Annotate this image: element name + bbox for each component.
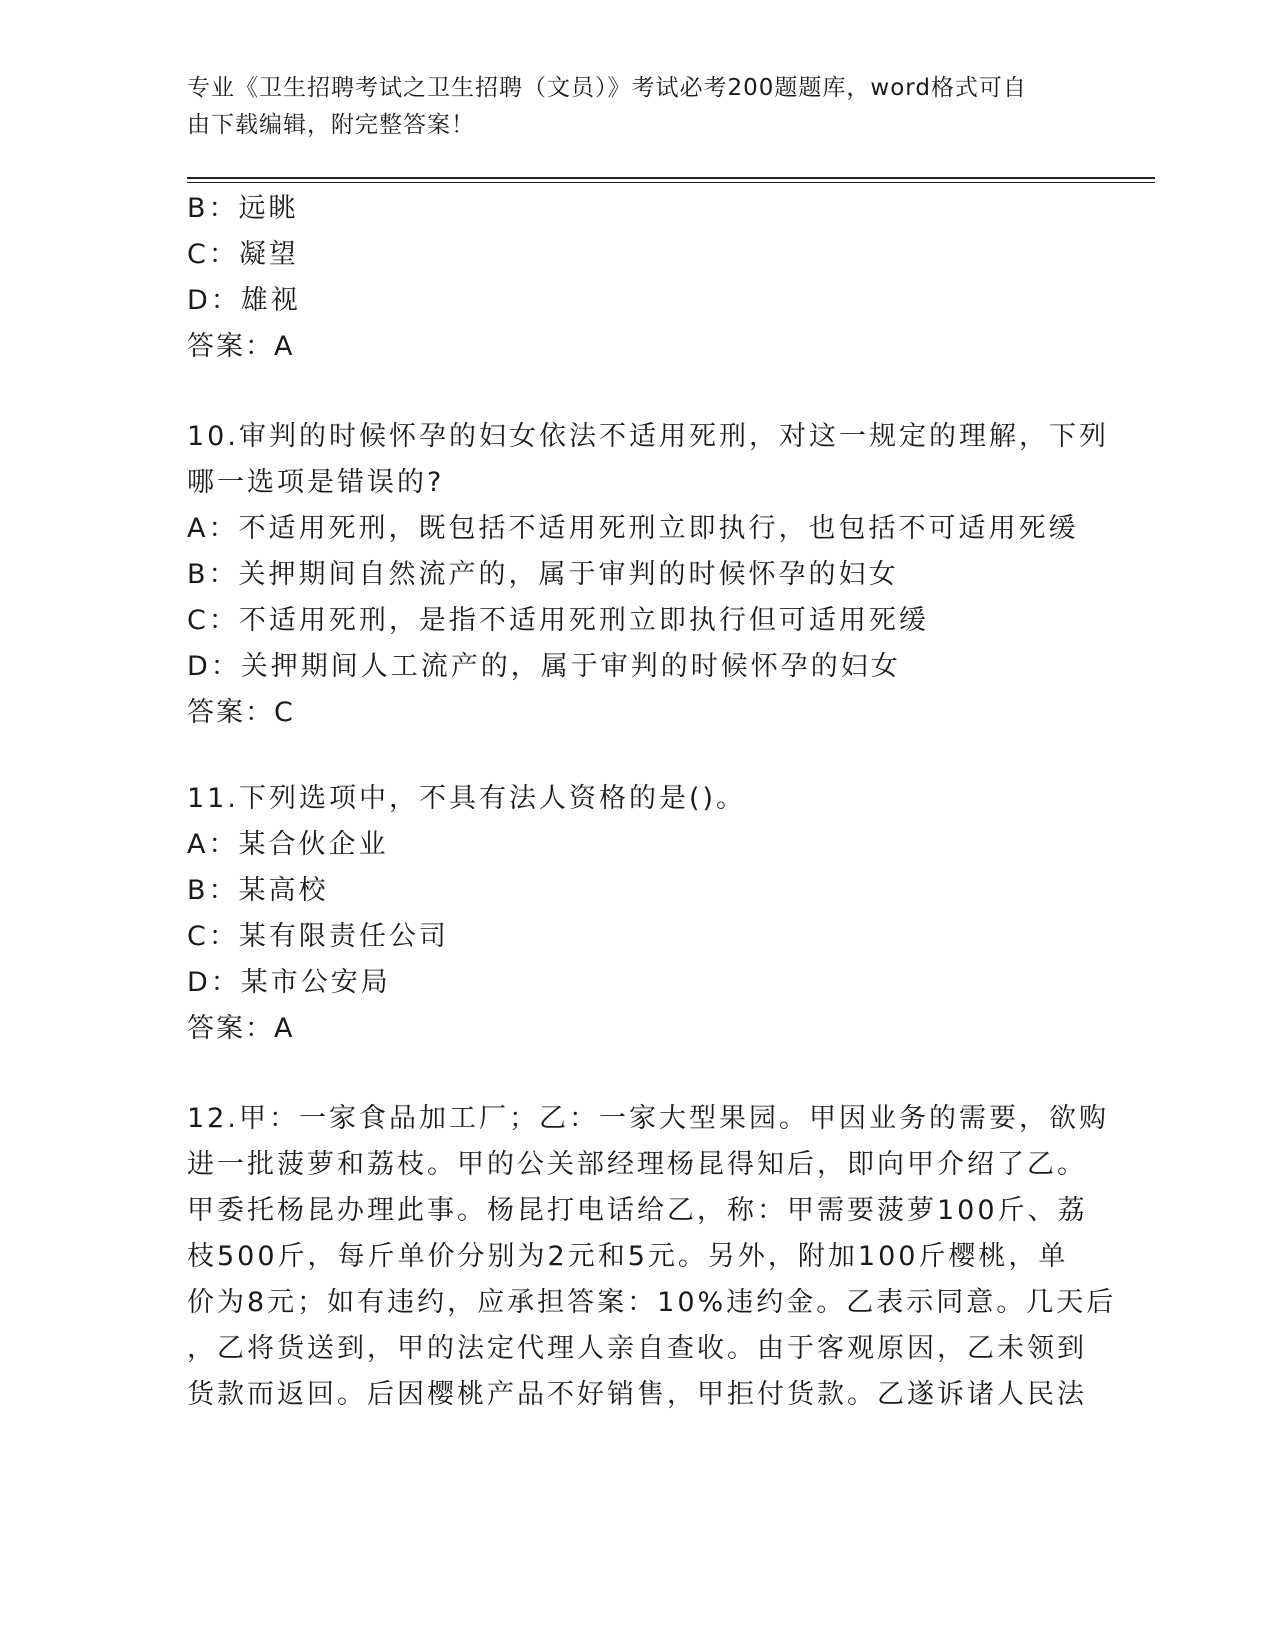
header-line-2: 由下载编辑，附完整答案！	[187, 112, 475, 138]
spacer	[187, 370, 1087, 414]
spacer	[187, 1052, 1087, 1096]
option-d: D：某市公安局	[187, 967, 391, 998]
option-c: C：凝望	[187, 239, 299, 270]
question-stem-line: 货款而返回。后因樱桃产品不好销售，甲拒付货款。乙遂诉诸人民法	[187, 1379, 1087, 1410]
question-stem-line: 12.甲：一家食品加工厂；乙：一家大型果园。甲因业务的需要，欲购	[187, 1103, 1109, 1134]
header-rule-thin	[187, 182, 1155, 183]
option-b: B：某高校	[187, 875, 329, 906]
option-d: D：关押期间人工流产的，属于审判的时候怀孕的妇女	[187, 651, 901, 682]
header-rule-thick	[187, 177, 1155, 179]
option-d: D：雄视	[187, 285, 301, 316]
question-stem-line: ，乙将货送到，甲的法定代理人亲自查收。由于客观原因，乙未领到	[187, 1333, 1087, 1364]
question-stem-line: 甲委托杨昆办理此事。杨昆打电话给乙，称：甲需要菠萝100斤、荔	[187, 1195, 1088, 1226]
question-stem-line: 进一批菠萝和荔枝。甲的公关部经理杨昆得知后，即向甲介绍了乙。	[187, 1149, 1087, 1180]
question-12-block	[187, 1096, 1117, 1418]
answer-line: 答案：A	[187, 1013, 295, 1044]
question-stem-line: 10.审判的时候怀孕的妇女依法不适用死刑，对这一规定的理解，下列	[187, 421, 1109, 452]
question-stem-line: 哪一选项是错误的?	[187, 467, 445, 498]
option-c: C：不适用死刑，是指不适用死刑立即执行但可适用死缓	[187, 605, 929, 636]
header-line-1: 专业《卫生招聘考试之卫生招聘（文员）》考试必考200题题库，word格式可自	[187, 75, 1027, 101]
answer-line: 答案：A	[187, 331, 295, 362]
document-header	[187, 70, 1067, 144]
spacer	[187, 736, 1087, 776]
option-a: A：不适用死刑，既包括不适用死刑立即执行，也包括不可适用死缓	[187, 513, 1079, 544]
question-11-block	[187, 776, 1087, 1052]
option-b: B：关押期间自然流产的，属于审判的时候怀孕的妇女	[187, 559, 899, 590]
question-stem-line: 11.下列选项中，不具有法人资格的是()。	[187, 783, 747, 814]
question-stem-line: 价为8元；如有违约，应承担答案：10%违约金。乙表示同意。几天后	[187, 1287, 1117, 1318]
option-c: C：某有限责任公司	[187, 921, 449, 952]
question-stem-line: 枝500斤，每斤单价分别为2元和5元。另外，附加100斤樱桃，单	[187, 1241, 1069, 1272]
question-10-block	[187, 414, 1109, 736]
prev-question-block	[187, 186, 1087, 370]
answer-line: 答案：C	[187, 697, 295, 728]
option-b: B：远眺	[187, 193, 299, 224]
document-body	[187, 186, 1117, 1418]
option-a: A：某合伙企业	[187, 829, 389, 860]
